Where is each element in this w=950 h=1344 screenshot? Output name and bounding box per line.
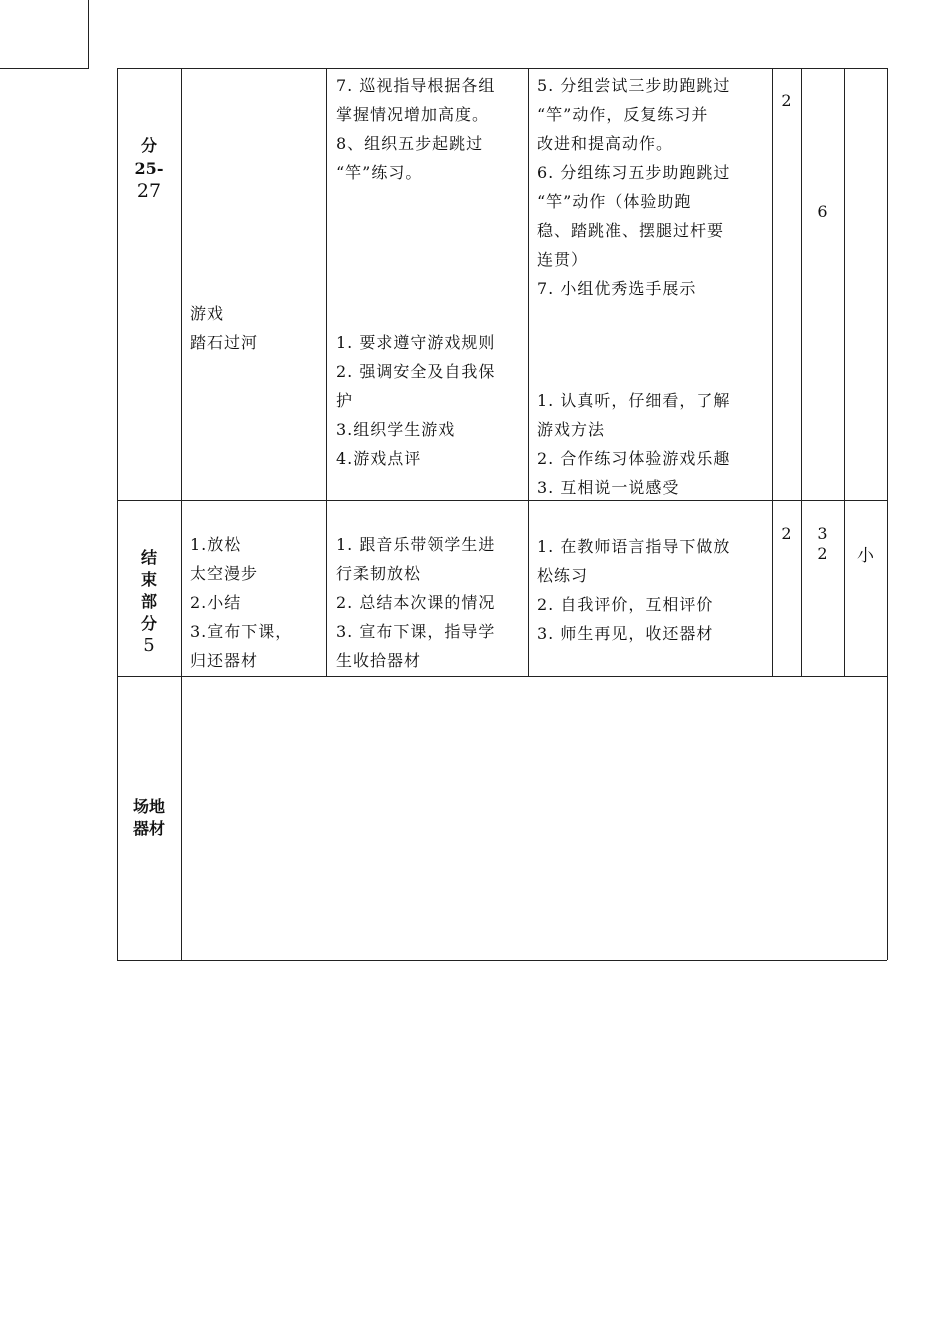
student-line: 3. 师生再见，收还器材 <box>537 624 714 643</box>
section-label-venue <box>117 796 181 840</box>
table-border-bottom <box>117 960 887 961</box>
times-value: 2 <box>781 91 792 110</box>
student-activities-top <box>537 71 730 303</box>
col-line-3 <box>528 68 529 676</box>
col-line-5 <box>801 68 802 676</box>
content-line: 2.小结 <box>190 593 242 612</box>
student-line: 连贯） <box>537 250 589 269</box>
col-line-1 <box>181 68 182 960</box>
teacher-activities-game <box>336 328 495 473</box>
content-line: 游戏 <box>190 304 225 323</box>
teacher-line: 护 <box>336 391 354 410</box>
venue-label-line: 器材 <box>132 819 165 838</box>
ending-teacher-activities <box>336 530 495 675</box>
content-line: 1.放松 <box>190 535 242 554</box>
teacher-line: 2. 强调安全及自我保 <box>336 362 496 381</box>
content-line: 归还器材 <box>190 651 259 670</box>
student-line: 2. 合作练习体验游戏乐趣 <box>537 449 731 468</box>
student-line: 2. 自我评价，互相评价 <box>537 595 714 614</box>
ending-count-digit: 3 <box>817 524 828 543</box>
section-label-minutes: 5 <box>143 635 155 656</box>
teacher-activities-top <box>336 71 495 187</box>
ending-times-value: 2 <box>781 524 792 543</box>
section-label-char: 分 <box>140 136 157 155</box>
section-label-char: 束 <box>140 570 157 589</box>
col-line-7 <box>887 68 888 960</box>
content-line: 3.宣布下课， <box>190 622 293 641</box>
intensity-value: 小 <box>857 546 874 566</box>
teacher-line: 生收拾器材 <box>336 651 422 670</box>
section-label-char: 分 <box>140 614 157 633</box>
student-line: “竿”动作（体验助跑 <box>537 192 692 211</box>
student-line: 游戏方法 <box>537 420 606 439</box>
count-value: 6 <box>817 202 828 221</box>
student-line: 改进和提高动作。 <box>537 134 674 153</box>
col-line-2 <box>326 68 327 676</box>
teacher-line: 行柔韧放松 <box>336 564 422 583</box>
col-line-4 <box>772 68 773 676</box>
student-line: “竿”动作，反复练习并 <box>537 105 709 124</box>
section-label-range: 25- <box>134 159 164 178</box>
section-label-ending <box>117 547 181 657</box>
section-label-char: 部 <box>140 592 157 611</box>
teacher-line: 8、组织五步起跳过 <box>336 134 484 153</box>
col-line-6 <box>844 68 845 676</box>
teacher-line: 7. 巡视指导根据各组 <box>336 76 496 95</box>
content-game <box>190 299 258 357</box>
teacher-line: 1. 要求遵守游戏规则 <box>336 333 496 352</box>
teacher-line: 3. 宣布下课，指导学 <box>336 622 496 641</box>
student-line: 3. 互相说一说感受 <box>537 478 680 497</box>
ending-student-activities <box>537 532 730 648</box>
teacher-line: “竿”练习。 <box>336 163 423 182</box>
content-line: 太空漫步 <box>190 564 259 583</box>
student-line: 5. 分组尝试三步助跑跳过 <box>537 76 731 95</box>
teacher-line: 掌握情况增加高度。 <box>336 105 490 124</box>
section-label-char: 结 <box>140 548 157 567</box>
ending-count <box>801 524 844 564</box>
ending-content <box>190 530 292 675</box>
teacher-line: 4.游戏点评 <box>336 449 422 468</box>
student-line: 6. 分组练习五步助跑跳过 <box>537 163 731 182</box>
venue-label-line: 场地 <box>132 797 165 816</box>
ending-count-digit: 2 <box>817 544 828 563</box>
section-label-range-end: 27 <box>136 180 162 202</box>
corner-mark-vertical <box>88 0 89 68</box>
teacher-line: 1. 跟音乐带领学生进 <box>336 535 496 554</box>
student-line: 7. 小组优秀选手展示 <box>537 279 697 298</box>
student-line: 1. 在教师语言指导下做放 <box>537 537 731 556</box>
content-line: 踏石过河 <box>190 333 259 352</box>
student-line: 松练习 <box>537 566 589 585</box>
teacher-line: 2. 总结本次课的情况 <box>336 593 496 612</box>
student-line: 稳、踏跳准、摆腿过杆要 <box>537 221 725 240</box>
student-activities-game <box>537 386 730 502</box>
student-line: 1. 认真听，仔细看，了解 <box>537 391 731 410</box>
row-divider-venue <box>117 676 887 677</box>
teacher-line: 3.组织学生游戏 <box>336 420 456 439</box>
section-label-part3 <box>117 134 181 203</box>
corner-mark-horizontal <box>0 68 89 69</box>
